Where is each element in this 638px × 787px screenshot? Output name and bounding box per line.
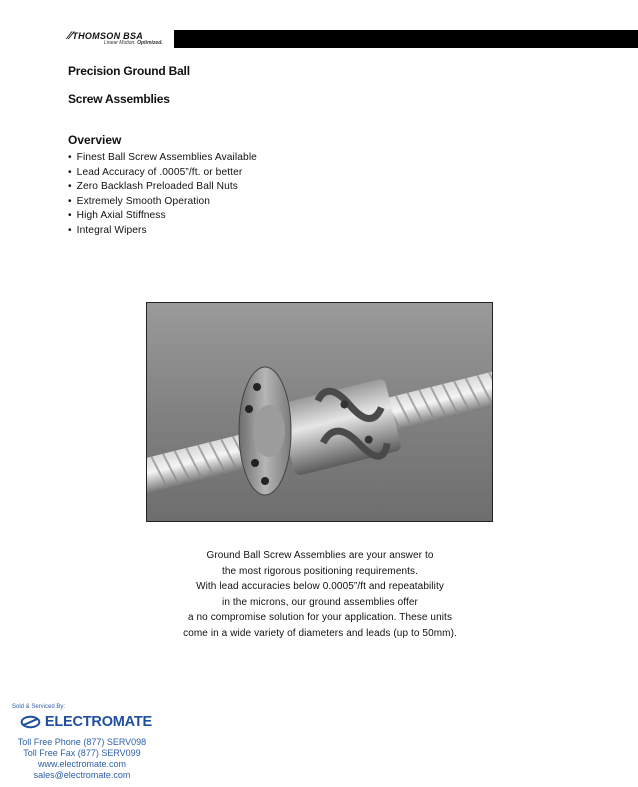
caption-line: With lead accuracies below 0.0005”/ft and repeatability: [196, 581, 444, 592]
brand-name: THOMSON BSA: [72, 31, 144, 41]
caption-line: a no compromise solution for your application. These units: [187, 612, 453, 623]
caption-line: come in a wide variety of diameters and leads (up to 50mm).: [183, 627, 457, 639]
photo-caption: [150, 548, 490, 641]
caption-line: the most rigorous positioning requirements.: [221, 565, 419, 577]
feature-item: • Finest Ball Screw Assemblies Available: [68, 151, 257, 166]
feature-item: • High Axial Stiffness: [68, 209, 257, 224]
sold-by-label: Sold & Serviced By:: [12, 704, 66, 710]
contact-info: [12, 737, 152, 781]
ball-screw-illustration: [147, 303, 492, 521]
website-link[interactable]: www.electromate.com: [37, 759, 127, 769]
thomson-logo: [68, 30, 188, 46]
feature-item: • Zero Backlash Preloaded Ball Nuts: [68, 180, 257, 195]
caption-line: Ground Ball Screw Assemblies are your answer to: [206, 550, 434, 561]
distributor-footer: [12, 704, 152, 781]
electromate-swoosh-icon: [20, 713, 41, 731]
feature-item: • Extremely Smooth Operation: [68, 195, 257, 210]
electromate-logo: [20, 713, 152, 731]
brand-mark-icon: ∕∕: [68, 30, 73, 42]
page-title-line-2: Screw Assemblies: [68, 92, 170, 106]
fax-number: Toll Free Fax (877) SERV099: [23, 748, 141, 758]
page-title-line-1: Precision Ground Ball: [68, 64, 190, 78]
feature-item: • Lead Accuracy of .0005”/ft. or better: [68, 166, 257, 181]
phone-number: Toll Free Phone (877) SERV098: [17, 737, 147, 747]
caption-line: in the microns, our ground assemblies offer: [222, 596, 418, 608]
brand-tagline: Linear Motion. Optimized.: [104, 40, 163, 46]
feature-list: [68, 151, 257, 239]
header-black-bar: [174, 30, 638, 48]
feature-item: • Integral Wipers: [68, 224, 257, 239]
company-name: ELECTROMATE: [44, 714, 152, 730]
email-link[interactable]: sales@electromate.com: [33, 770, 131, 780]
overview-heading: Overview: [68, 133, 122, 147]
ball-screw-photo: [146, 302, 493, 522]
